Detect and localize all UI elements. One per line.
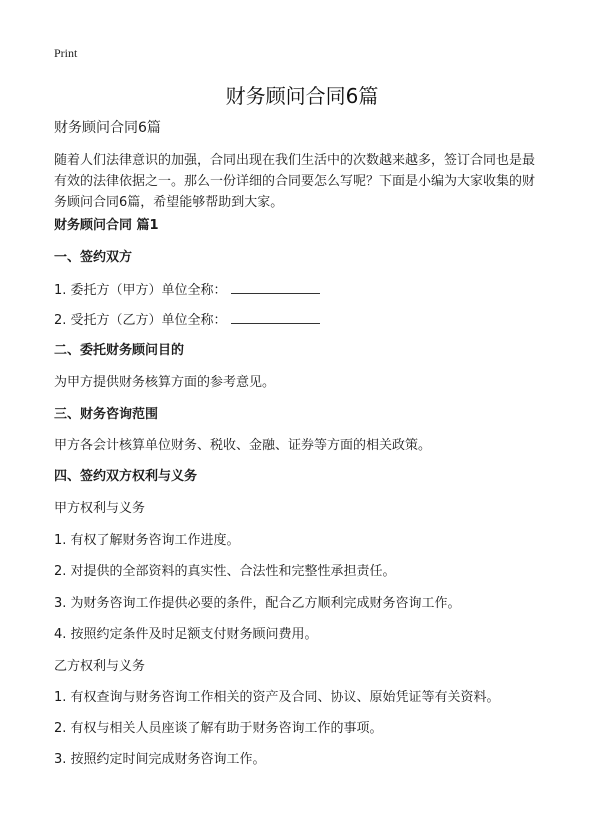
page-title: 财务顾问合同6篇	[225, 84, 379, 108]
intro-paragraph: 随着人们法律意识的加强，合同出现在我们生活中的次数越来越多，签订合同也是最有效的法律依据之一。那么一份详细的合同要怎么写呢？下面是小编为大家收集的财务顾问合同6篇，希望能够帮助到大家。	[54, 153, 536, 210]
section-heading-scope: 三、财务咨询范围	[54, 407, 159, 422]
list-item: 3. 按照约定时间完成财务咨询工作。	[54, 752, 266, 767]
list-item: 4. 按照约定条件及时足额支付财务顾问费用。	[54, 627, 318, 642]
article-heading: 财务顾问合同 篇1	[54, 218, 159, 233]
party-b-rights-label: 乙方权利与义务	[54, 659, 146, 674]
party-b-name-label: 2. 受托方（乙方）单位全称：	[54, 313, 227, 328]
party-a-name-blank[interactable]	[231, 280, 320, 294]
list-item: 3. 为财务咨询工作提供必要的条件，配合乙方顺利完成财务咨询工作。	[54, 596, 461, 611]
party-b-name-blank[interactable]	[231, 310, 320, 324]
section-body-purpose: 为甲方提供财务核算方面的参考意见。	[54, 375, 276, 390]
list-item: 2. 对提供的全部资料的真实性、合法性和完整性承担责任。	[54, 564, 396, 579]
party-a-name-row	[54, 280, 320, 301]
section-heading-parties: 一、签约双方	[54, 250, 133, 265]
list-item: 1. 有权查询与财务咨询工作相关的资产及合同、协议、原始凭证等有关资料。	[54, 690, 500, 705]
section-heading-purpose: 二、委托财务顾问目的	[54, 343, 185, 358]
print-link[interactable]: Print	[54, 46, 78, 60]
section-heading-rights: 四、签约双方权利与义务	[54, 469, 198, 484]
party-b-name-row	[54, 310, 320, 331]
list-item: 2. 有权与相关人员座谈了解有助于财务咨询工作的事项。	[54, 721, 383, 736]
party-a-rights-label: 甲方权利与义务	[54, 501, 146, 516]
document-subtitle: 财务顾问合同6篇	[54, 120, 161, 136]
party-a-name-label: 1. 委托方（甲方）单位全称：	[54, 283, 227, 298]
list-item: 1. 有权了解财务咨询工作进度。	[54, 533, 240, 548]
section-body-scope: 甲方各会计核算单位财务、税收、金融、证券等方面的相关政策。	[54, 438, 432, 453]
